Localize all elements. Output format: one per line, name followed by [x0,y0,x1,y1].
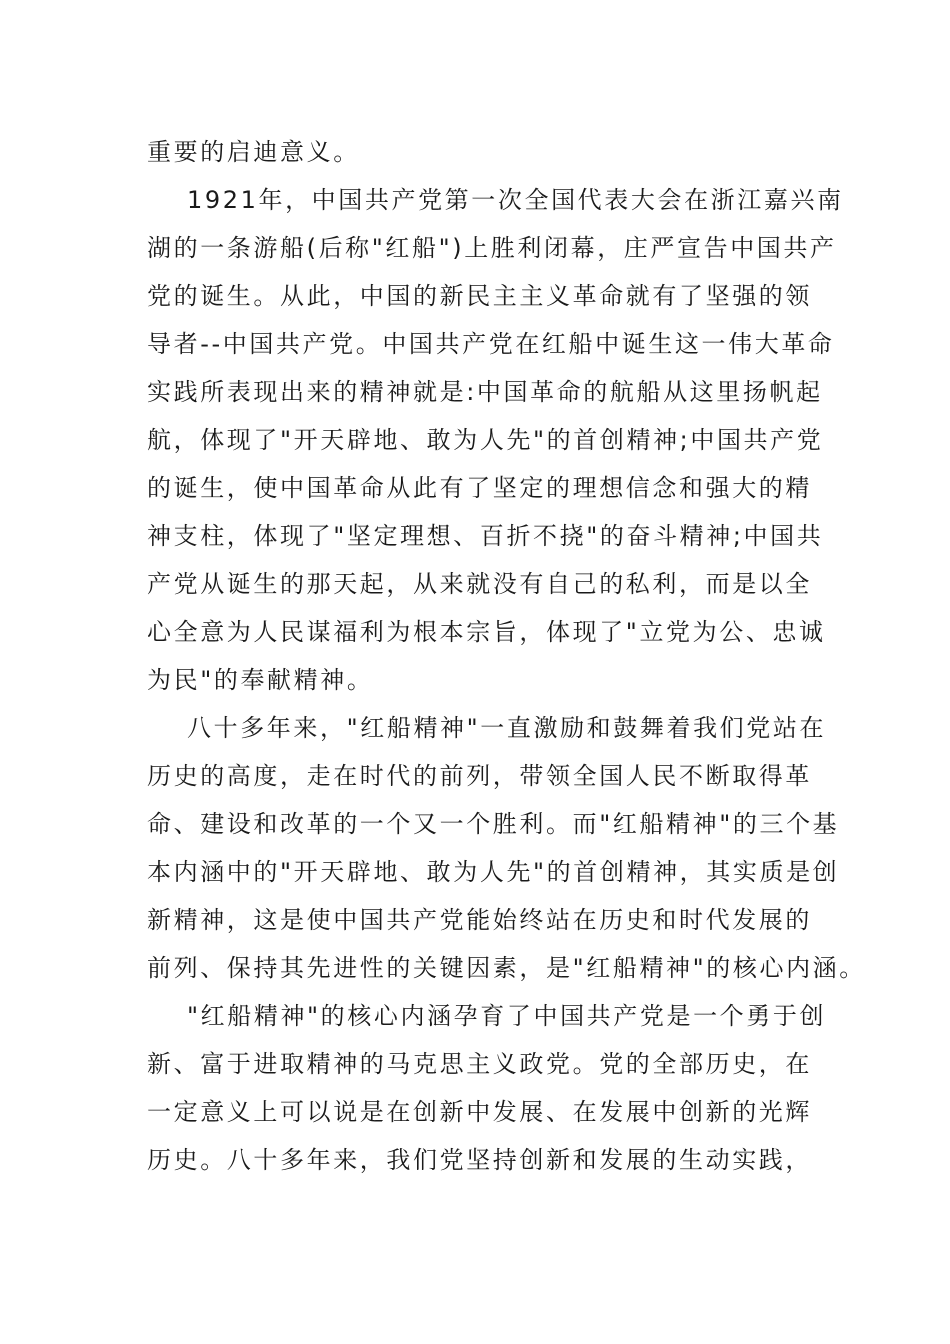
text-line: 新、富于进取精神的马克思主义政党。党的全部历史，在 [147,1050,812,1078]
text-line: 新精神，这是使中国共产党能始终站在历史和时代发展的 [147,906,812,934]
text-line: 导者--中国共产党。中国共产党在红船中诞生这一伟大革命 [147,330,835,358]
text-line: 一定意义上可以说是在创新中发展、在发展中创新的光辉 [147,1098,812,1126]
paragraph-first-line: 1921年，中国共产党第一次全国代表大会在浙江嘉兴南 [187,186,844,214]
text-line: 重要的启迪意义。 [147,138,360,166]
text-line: 的诞生，使中国革命从此有了坚定的理想信念和强大的精 [147,474,812,502]
text-line: 本内涵中的"开天辟地、敢为人先"的首创精神，其实质是创 [147,858,840,886]
text-line: 历史的高度，走在时代的前列，带领全国人民不断取得革 [147,762,812,790]
paragraph-first-line: 八十多年来，"红船精神"一直激励和鼓舞着我们党站在 [187,714,827,742]
paragraph-first-line: "红船精神"的核心内涵孕育了中国共产党是一个勇于创 [187,1002,827,1030]
text-line: 党的诞生。从此，中国的新民主主义革命就有了坚强的领 [147,282,812,310]
text-line: 心全意为人民谋福利为根本宗旨，体现了"立党为公、忠诚 [147,618,826,646]
text-line: 产党从诞生的那天起，从来就没有自己的私利，而是以全 [147,570,812,598]
text-line: 实践所表现出来的精神就是:中国革命的航船从这里扬帆起 [147,378,823,406]
body-text [147,128,866,1184]
text-line: 历史。八十多年来，我们党坚持创新和发展的生动实践， [147,1146,812,1174]
text-line: 前列、保持其先进性的关键因素，是"红船精神"的核心内涵。 [147,954,866,982]
text-line: 湖的一条游船(后称"红船")上胜利闭幕，庄严宣告中国共产 [147,234,837,262]
text-line: 命、建设和改革的一个又一个胜利。而"红船精神"的三个基 [147,810,840,838]
text-line: 神支柱，体现了"坚定理想、百折不挠"的奋斗精神;中国共 [147,522,824,550]
text-line: 航，体现了"开天辟地、敢为人先"的首创精神;中国共产党 [147,426,824,454]
text-line: 为民"的奉献精神。 [147,666,374,694]
